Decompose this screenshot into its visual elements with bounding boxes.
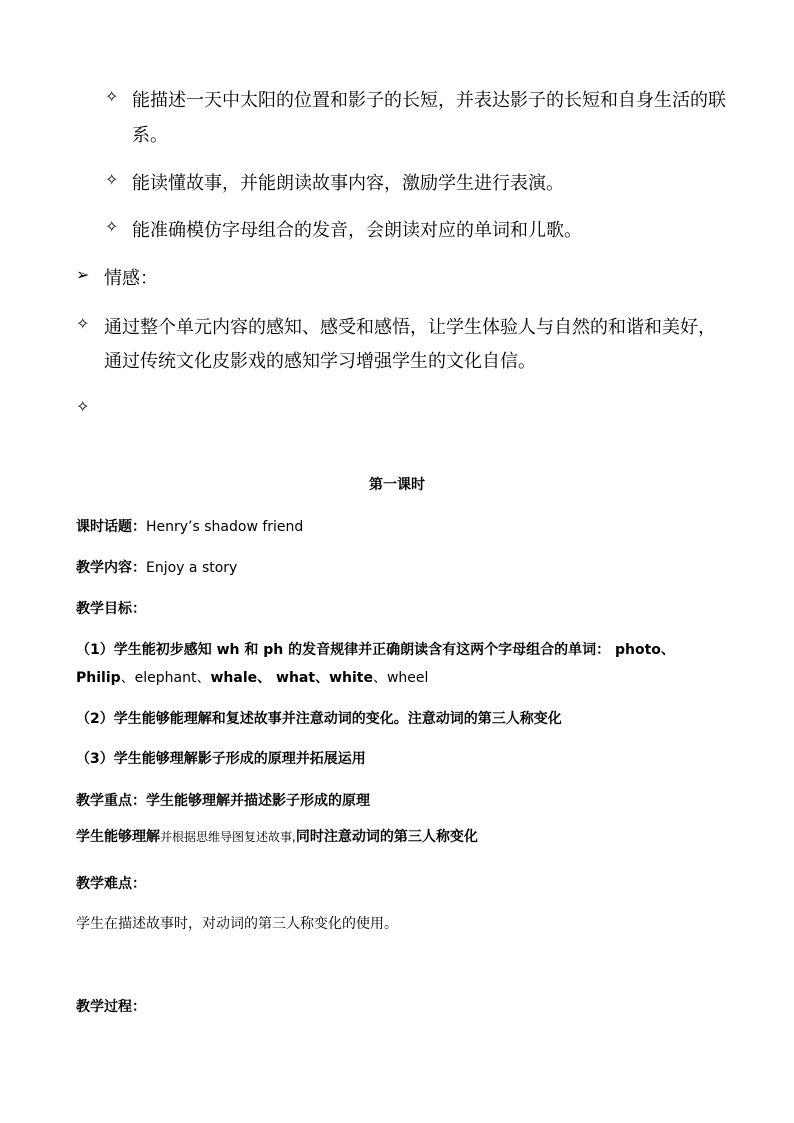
goal-1-line-2	[76, 667, 428, 687]
diamond-bullet-icon: ✧	[105, 170, 119, 189]
diamond-bullet-icon: ✧	[105, 87, 119, 106]
separator: 、	[257, 670, 277, 686]
objective-1-line-2: 系。	[132, 125, 168, 146]
emotion-item-line-1: 通过整个单元内容的感知、感受和感悟，让学生体验人与自然的和谐和美好，	[104, 317, 716, 338]
lesson-title: 第一课时	[369, 477, 425, 493]
key-points-2-c: 同时注意动词的第三人称变化	[295, 829, 478, 845]
content-label: 教学内容：	[76, 560, 146, 576]
emotion-item-line-2: 通过传统文化皮影戏的感知学习增强学生的文化自信。	[104, 351, 536, 372]
diamond-bullet-icon: ✧	[76, 314, 90, 333]
word-wheel: 、wheel	[372, 670, 429, 686]
process-label: 教学过程：	[76, 999, 146, 1015]
difficulty-text: 学生在描述故事时，对动词的第三人称变化的使用。	[76, 916, 398, 932]
objective-3: 能准确模仿字母组合的发音，会朗读对应的单词和儿歌。	[132, 220, 582, 241]
goal-3: （3）学生能够理解影子形成的原理并拓展运用	[76, 751, 366, 767]
topic-value: Henry’s shadow friend	[146, 519, 304, 535]
diamond-bullet-icon: ✧	[105, 217, 119, 236]
topic-line	[76, 516, 303, 536]
word-philip: Philip	[76, 670, 121, 686]
word-whale: whale	[210, 670, 258, 686]
content-line	[76, 557, 237, 577]
arrow-bullet-icon: ➢	[76, 265, 90, 284]
separator: 、	[315, 670, 330, 686]
key-points-2-b: 并根据思维导图复述故事,	[160, 830, 296, 844]
objective-2: 能读懂故事，并能朗读故事内容，激励学生进行表演。	[132, 173, 564, 194]
key-points: 教学重点：学生能够理解并描述影子形成的原理	[76, 793, 370, 809]
word-what: what	[276, 670, 316, 686]
objective-1-line-1: 能描述一天中太阳的位置和影子的长短，并表达影子的长短和自身生活的联	[132, 90, 726, 111]
goals-label: 教学目标：	[76, 601, 146, 617]
content-value: Enjoy a story	[146, 560, 238, 576]
key-points-2	[76, 826, 478, 846]
word-elephant: 、elephant、	[120, 670, 211, 686]
difficulty-label: 教学难点：	[76, 876, 146, 892]
key-points-2-a: 学生能够理解	[76, 829, 160, 845]
goal-1-line-1: （1）学生能初步感知 wh 和 ph 的发音规律并正确朗读含有这两个字母组合的单词： photo、	[76, 642, 675, 658]
emotion-heading: 情感：	[104, 268, 158, 289]
diamond-bullet-icon: ✧	[76, 397, 90, 416]
topic-label: 课时话题：	[76, 519, 146, 535]
goal-2: （2）学生能够能理解和复述故事并注意动词的变化。注意动词的第三人称变化	[76, 711, 562, 727]
word-white: white	[329, 670, 373, 686]
